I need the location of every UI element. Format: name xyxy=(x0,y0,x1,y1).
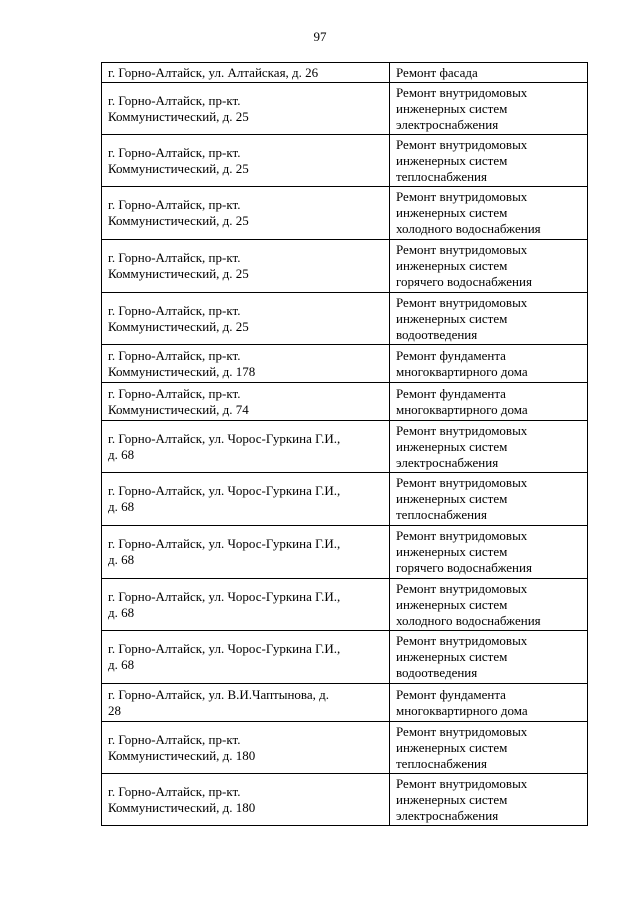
table-row xyxy=(102,345,588,383)
address-cell: г. Горно-Алтайск, ул. Чорос-Гуркина Г.И., д. 68 xyxy=(102,526,390,579)
work-type-cell: Ремонт внутридомовых инженерных систем теплоснабжения xyxy=(390,135,588,187)
address-cell: г. Горно-Алтайск, пр-кт. Коммунистический, д. 25 xyxy=(102,293,390,345)
table-row xyxy=(102,473,588,526)
work-type-cell: Ремонт внутридомовых инженерных систем электроснабжения xyxy=(390,774,588,826)
work-type-cell: Ремонт внутридомовых инженерных систем водоотведения xyxy=(390,631,588,684)
table-row xyxy=(102,135,588,187)
repair-works-table xyxy=(101,62,588,826)
table-row xyxy=(102,240,588,293)
address-cell: г. Горно-Алтайск, пр-кт. Коммунистический, д. 74 xyxy=(102,383,390,421)
address-cell: г. Горно-Алтайск, ул. В.И.Чаптынова, д. 28 xyxy=(102,684,390,722)
work-type-cell: Ремонт фундамента многоквартирного дома xyxy=(390,383,588,421)
work-type-cell: Ремонт внутридомовых инженерных систем горячего водоснабжения xyxy=(390,526,588,579)
address-cell: г. Горно-Алтайск, пр-кт. Коммунистический, д. 25 xyxy=(102,83,390,135)
work-type-cell: Ремонт фундамента многоквартирного дома xyxy=(390,345,588,383)
work-type-cell: Ремонт внутридомовых инженерных систем электроснабжения xyxy=(390,421,588,473)
table-row xyxy=(102,722,588,774)
table-row xyxy=(102,187,588,240)
address-cell: г. Горно-Алтайск, ул. Чорос-Гуркина Г.И., д. 68 xyxy=(102,473,390,526)
address-cell: г. Горно-Алтайск, пр-кт. Коммунистический, д. 180 xyxy=(102,774,390,826)
table-row xyxy=(102,383,588,421)
work-type-cell: Ремонт фасада xyxy=(390,63,588,83)
table-row xyxy=(102,83,588,135)
work-type-cell: Ремонт внутридомовых инженерных систем водоотведения xyxy=(390,293,588,345)
table-row xyxy=(102,63,588,83)
address-cell: г. Горно-Алтайск, пр-кт. Коммунистический, д. 25 xyxy=(102,187,390,240)
address-cell: г. Горно-Алтайск, ул. Чорос-Гуркина Г.И., д. 68 xyxy=(102,631,390,684)
address-cell: г. Горно-Алтайск, ул. Алтайская, д. 26 xyxy=(102,63,390,83)
address-cell: г. Горно-Алтайск, ул. Чорос-Гуркина Г.И., д. 68 xyxy=(102,579,390,631)
table-row xyxy=(102,293,588,345)
address-cell: г. Горно-Алтайск, пр-кт. Коммунистический, д. 25 xyxy=(102,135,390,187)
address-cell: г. Горно-Алтайск, ул. Чорос-Гуркина Г.И., д. 68 xyxy=(102,421,390,473)
work-type-cell: Ремонт внутридомовых инженерных систем холодного водоснабжения xyxy=(390,579,588,631)
work-type-cell: Ремонт внутридомовых инженерных систем теплоснабжения xyxy=(390,473,588,526)
page-number: 97 xyxy=(313,29,327,44)
work-type-cell: Ремонт внутридомовых инженерных систем горячего водоснабжения xyxy=(390,240,588,293)
table-row xyxy=(102,774,588,826)
work-type-cell: Ремонт внутридомовых инженерных систем электроснабжения xyxy=(390,83,588,135)
address-cell: г. Горно-Алтайск, пр-кт. Коммунистический, д. 180 xyxy=(102,722,390,774)
work-type-cell: Ремонт внутридомовых инженерных систем холодного водоснабжения xyxy=(390,187,588,240)
table-row xyxy=(102,579,588,631)
table-row xyxy=(102,421,588,473)
address-cell: г. Горно-Алтайск, пр-кт. Коммунистический, д. 25 xyxy=(102,240,390,293)
work-type-cell: Ремонт внутридомовых инженерных систем теплоснабжения xyxy=(390,722,588,774)
work-type-cell: Ремонт фундамента многоквартирного дома xyxy=(390,684,588,722)
table-row xyxy=(102,631,588,684)
table-row xyxy=(102,526,588,579)
address-cell: г. Горно-Алтайск, пр-кт. Коммунистический, д. 178 xyxy=(102,345,390,383)
table-row xyxy=(102,684,588,722)
